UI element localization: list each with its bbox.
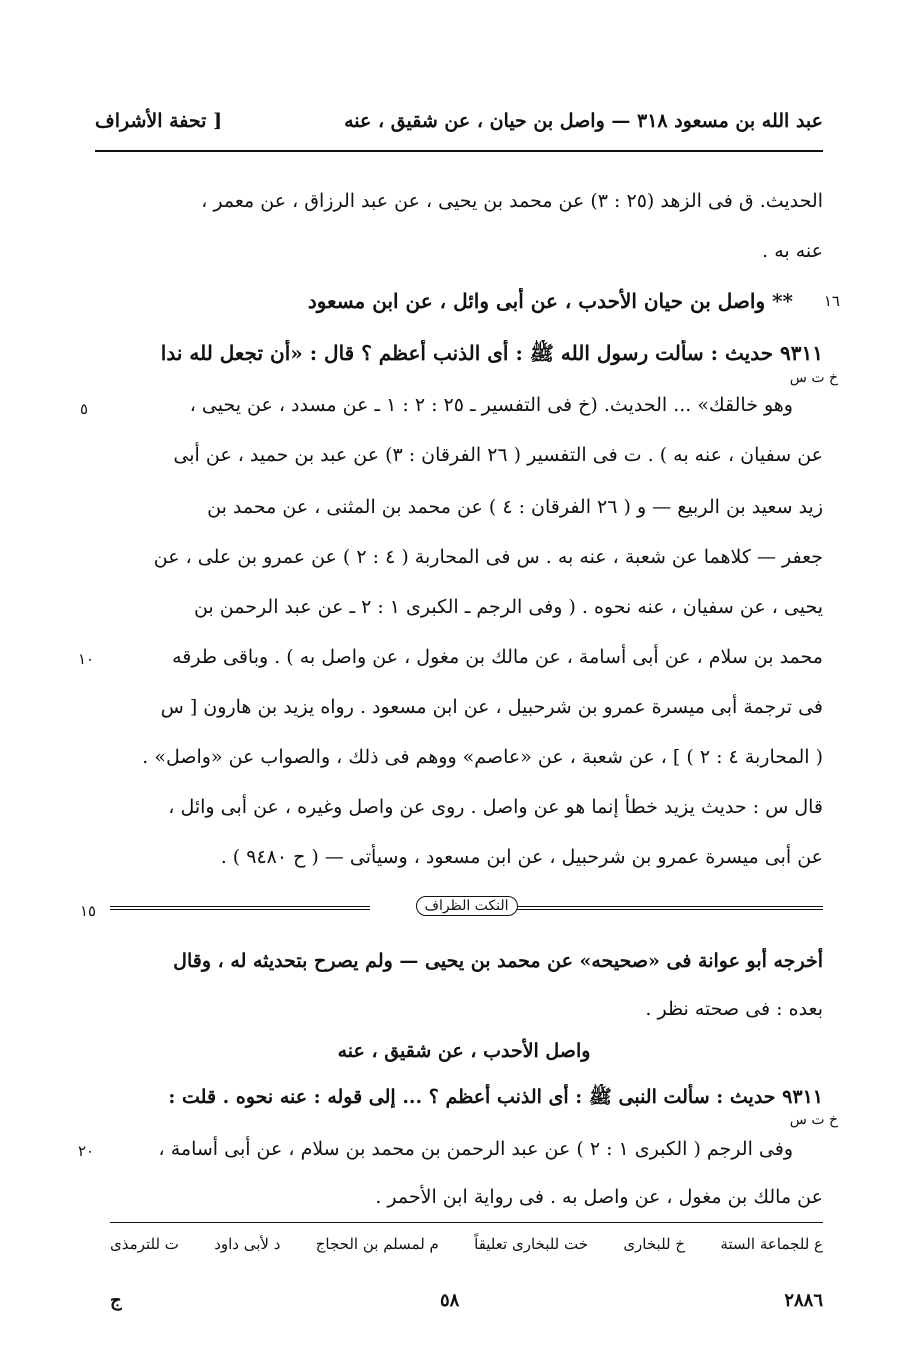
text-line: عن أبى ميسرة عمرو بن شرحبيل ، عن ابن مسعود ، وسيأتى — ( ح ٩٤٨٠ ) . — [220, 846, 823, 868]
footer-rule — [110, 1222, 823, 1223]
text-line: ( المحاربة ٤ : ٢ ) ] ، عن شعبة ، عن «عاصم» ووهم فى ذلك ، والصواب عن «واصل» . — [142, 746, 823, 768]
text-line: عنه به . — [762, 240, 823, 262]
nukat-divider — [110, 900, 823, 914]
abbr-item: خ للبخارى — [623, 1235, 686, 1253]
abbr-item: ع للجماعة الستة — [720, 1235, 823, 1253]
header-book-title: [ تحفة الأشراف — [95, 110, 223, 132]
margin-line-number: ١٥ — [80, 902, 97, 920]
text-line: فى ترجمة أبى ميسرة عمرو بن شرحبيل ، عن ابن مسعود . رواه يزيد بن هارون [ س — [160, 696, 823, 718]
margin-line-number: ٢٠ — [78, 1142, 95, 1160]
section-heading: ** واصل بن حيان الأحدب ، عن أبى وائل ، عن ابن مسعود — [307, 289, 793, 313]
text-line: عن سفيان ، عنه به ) . ت فى التفسير ( ٢٦ الفرقان : ٣) عن عبد بن حميد ، عن أبى — [173, 444, 823, 466]
running-header — [95, 110, 823, 150]
header-title: عبد الله بن مسعود ٣١٨ — واصل بن حيان ، عن شقيق ، عنه — [344, 110, 823, 132]
margin-line-number: ١٠ — [78, 650, 95, 668]
margin-line-number: ٥ — [80, 400, 89, 418]
hadith-entry-9311: ٩٣١١ حديث : سألت رسول الله ﷺ : أى الذنب أعظم ؟ قال : «أن تجعل لله ندا — [160, 341, 823, 365]
text-line: محمد بن سلام ، عن أبى أسامة ، عن مالك بن مغول ، عن واصل به ) . وباقى طرقه — [172, 646, 823, 668]
nukat-heading: واصل الأحدب ، عن شقيق ، عنه — [337, 1040, 591, 1062]
abbr-item: خت للبخارى تعليقاً — [474, 1235, 589, 1253]
text-line: الحديث. ق فى الزهد (٢٥ : ٣) عن محمد بن يحيى ، عن عبد الرزاق ، عن معمر ، — [201, 190, 823, 212]
sigla: خ ت س — [789, 1112, 838, 1128]
nukat-line: أخرجه أبو عوانة فى «صحيحه» عن محمد بن يحيى — ولم يصرح بتحديثه له ، وقال — [173, 950, 823, 972]
nukat-line: بعده : فى صحته نظر . — [645, 998, 823, 1020]
text-line: يحيى ، عن سفيان ، عنه نحوه . ( وفى الرجم ـ الكبرى ١ : ٢ ـ عن عبد الرحمن بن — [193, 596, 823, 618]
nukat-line: عن مالك بن مغول ، عن واصل به . فى رواية ابن الأحمر . — [375, 1186, 823, 1208]
abbr-item: م لمسلم بن الحجاج — [315, 1235, 439, 1253]
text-line: زيد سعيد بن الربيع — و ( ٢٦ الفرقان : ٤ ) عن محمد بن المثنى ، عن محمد بن — [207, 496, 823, 518]
page-number: ٥٨ — [440, 1290, 460, 1311]
abbr-item: ت للترمذى — [110, 1235, 179, 1253]
nukat-hadith-9311: ٩٣١١ حديث : سألت النبى ﷺ : أى الذنب أعظم ؟ ... إلى قوله : عنه نحوه . قلت : — [168, 1086, 823, 1108]
header-rule — [95, 150, 823, 152]
margin-line-number: ١٦ — [823, 292, 840, 310]
divider-label: النكت الظراف — [415, 896, 517, 916]
text-line: جعفر — كلاهما عن شعبة ، عنه به . س فى المحاربة ( ٤ : ٢ ) عن عمرو بن على ، عن — [153, 546, 823, 568]
text-line: قال س : حديث يزيد خطأ إنما هو عن واصل . روى عن واصل وغيره ، عن أبى وائل ، — [168, 796, 823, 818]
divider-rule-right — [508, 906, 823, 910]
text-line: وهو خالقك» ... الحديث. (خ فى التفسير ـ ٢٥ : ٢ : ١ ـ عن مسدد ، عن يحيى ، — [189, 394, 793, 416]
abbreviation-key — [110, 1235, 823, 1253]
divider-rule-left — [110, 906, 370, 910]
abbr-item: د لأبى داود — [214, 1235, 281, 1253]
nukat-line: وفى الرجم ( الكبرى ١ : ٢ ) عن عبد الرحمن بن محمد بن سلام ، عن أبى أسامة ، — [158, 1138, 793, 1160]
running-number: ٢٨٨٦ — [784, 1290, 823, 1311]
signature-mark: ج — [110, 1290, 122, 1311]
sigla: خ ت س — [789, 370, 838, 386]
